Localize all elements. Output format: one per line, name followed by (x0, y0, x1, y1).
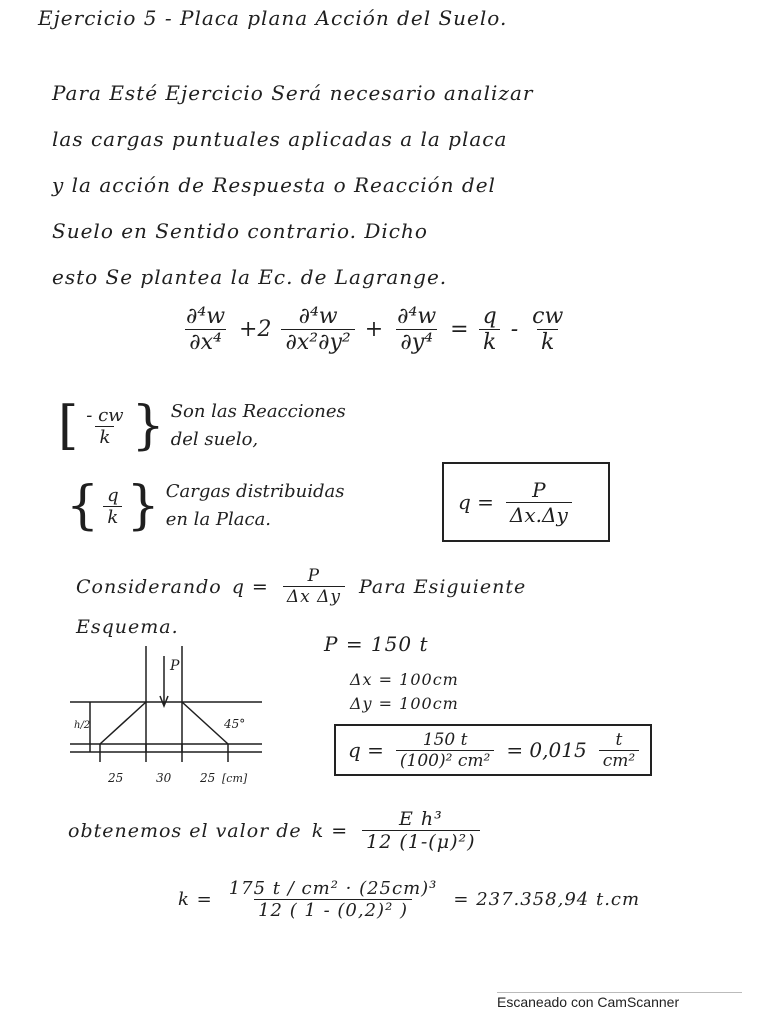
term-1-num: ∂⁴w (186, 304, 226, 329)
result-unit-den: cm² (599, 750, 639, 771)
sketch-dim-3: 25 (200, 771, 216, 785)
intro-line: las cargas puntuales aplicadas a la placa (52, 127, 508, 151)
right-brace: } (131, 396, 165, 456)
obtain-line (68, 808, 484, 853)
loads-line-2: en la Placa. (165, 509, 272, 530)
result-num: 150 t (422, 729, 468, 750)
box-q-num: P (532, 477, 546, 502)
final-k: k = (178, 889, 213, 910)
reaction-text (171, 398, 346, 454)
result-den: (100)² cm² (396, 750, 494, 771)
load-sketch (66, 640, 266, 790)
intro-line: y la acción de Respuesta o Reacción del (52, 173, 496, 197)
q-result-box (334, 724, 652, 776)
plus: + (364, 317, 384, 342)
considering-q: q = (231, 575, 269, 598)
term-3-num: ∂⁴w (397, 304, 437, 329)
cw-over-k (528, 304, 567, 355)
plus-two: +2 (239, 317, 272, 342)
given-dx: Δx = 100cm (350, 670, 459, 689)
loads-line-1: Cargas distribuidas (165, 481, 345, 502)
final-fraction (225, 878, 442, 921)
intro-paragraph (52, 70, 712, 300)
term-2-num: ∂⁴w (298, 304, 338, 329)
sketch-load-label: P (170, 658, 180, 674)
considering-num: P (307, 566, 321, 586)
considering-den: Δx Δy (283, 586, 345, 607)
sketch-units: [cm] (222, 772, 248, 785)
reaction-note (58, 398, 346, 454)
term-1-den: ∂x⁴ (185, 329, 226, 355)
result-unit (599, 730, 639, 771)
q-num: q (482, 304, 497, 329)
considering-fraction (283, 566, 345, 607)
term-3-den: ∂y⁴ (396, 329, 437, 355)
loads-num: q (107, 484, 119, 506)
camscanner-footer: Escaneado con CamScanner (497, 994, 680, 1010)
sketch-angle: 45° (224, 717, 246, 731)
loads-note (66, 478, 345, 534)
intro-line: esto Se plantea la Ec. de Lagrange. (52, 265, 448, 289)
cw-num: cw (532, 304, 564, 329)
footer-divider (497, 992, 742, 993)
reaction-line-2: del suelo, (170, 429, 259, 450)
considering-pre: Considerando (76, 575, 222, 598)
q-formula-box (442, 462, 610, 542)
right-brace: } (126, 476, 160, 536)
minus: - (510, 317, 519, 342)
considering-post: Para Esiguiente (358, 575, 527, 598)
reaction-line-1: Son las Reacciones (170, 401, 346, 422)
result-value: = 0,015 (506, 738, 587, 762)
intro-line: Para Esté Ejercicio Será necesario analizar (52, 81, 534, 105)
term-1 (182, 304, 229, 355)
final-k-line (178, 878, 640, 921)
result-unit-num: t (615, 729, 623, 750)
final-result: = 237.358,94 t.cm (453, 889, 641, 910)
equals: = (450, 317, 469, 342)
sketch-dim-1: 25 (108, 771, 124, 785)
box-q-fraction (506, 478, 572, 527)
result-lhs: q = (348, 738, 384, 762)
term-2-den: ∂x²∂y² (281, 329, 354, 355)
lagrange-equation (178, 304, 571, 355)
reaction-num: - cw (86, 404, 124, 426)
obtain-text: obtenemos el valor de (68, 819, 302, 842)
box-q-lhs: q = (458, 490, 494, 514)
sketch-dim-2: 30 (156, 771, 172, 785)
given-dy: Δy = 100cm (350, 694, 459, 713)
considering-line (76, 566, 526, 607)
left-bracket: [ (58, 396, 79, 456)
reaction-den: k (95, 426, 114, 448)
term-2 (281, 304, 354, 355)
q-over-k (479, 304, 501, 355)
diag-right (182, 702, 228, 744)
loads-text (166, 478, 345, 534)
obtain-k: k = (311, 819, 349, 842)
loads-den: k (103, 506, 122, 528)
obtain-num: E h³ (398, 808, 443, 830)
q-den: k (479, 329, 500, 355)
result-fraction (396, 730, 494, 771)
final-num: 175 t / cm² · (25cm)³ (228, 878, 438, 899)
sketch-h-label: h/2 (74, 720, 91, 731)
box-q-den: Δx.Δy (506, 502, 572, 527)
reaction-fraction (82, 405, 127, 448)
left-brace: { (66, 476, 100, 536)
obtain-fraction (362, 808, 479, 853)
final-den: 12 ( 1 - (0,2)² ) (254, 899, 412, 921)
esquema-label: Esquema. (76, 616, 179, 638)
page-title: Ejercicio 5 - Placa plana Acción del Suelo. (38, 6, 508, 30)
given-p: P = 150 t (324, 632, 429, 656)
diag-left (100, 702, 146, 744)
term-3 (393, 304, 440, 355)
cw-den: k (537, 329, 558, 355)
loads-fraction (103, 485, 123, 528)
intro-line: Suelo en Sentido contrario. Dicho (52, 219, 428, 243)
obtain-den: 12 (1-(μ)²) (362, 830, 479, 853)
